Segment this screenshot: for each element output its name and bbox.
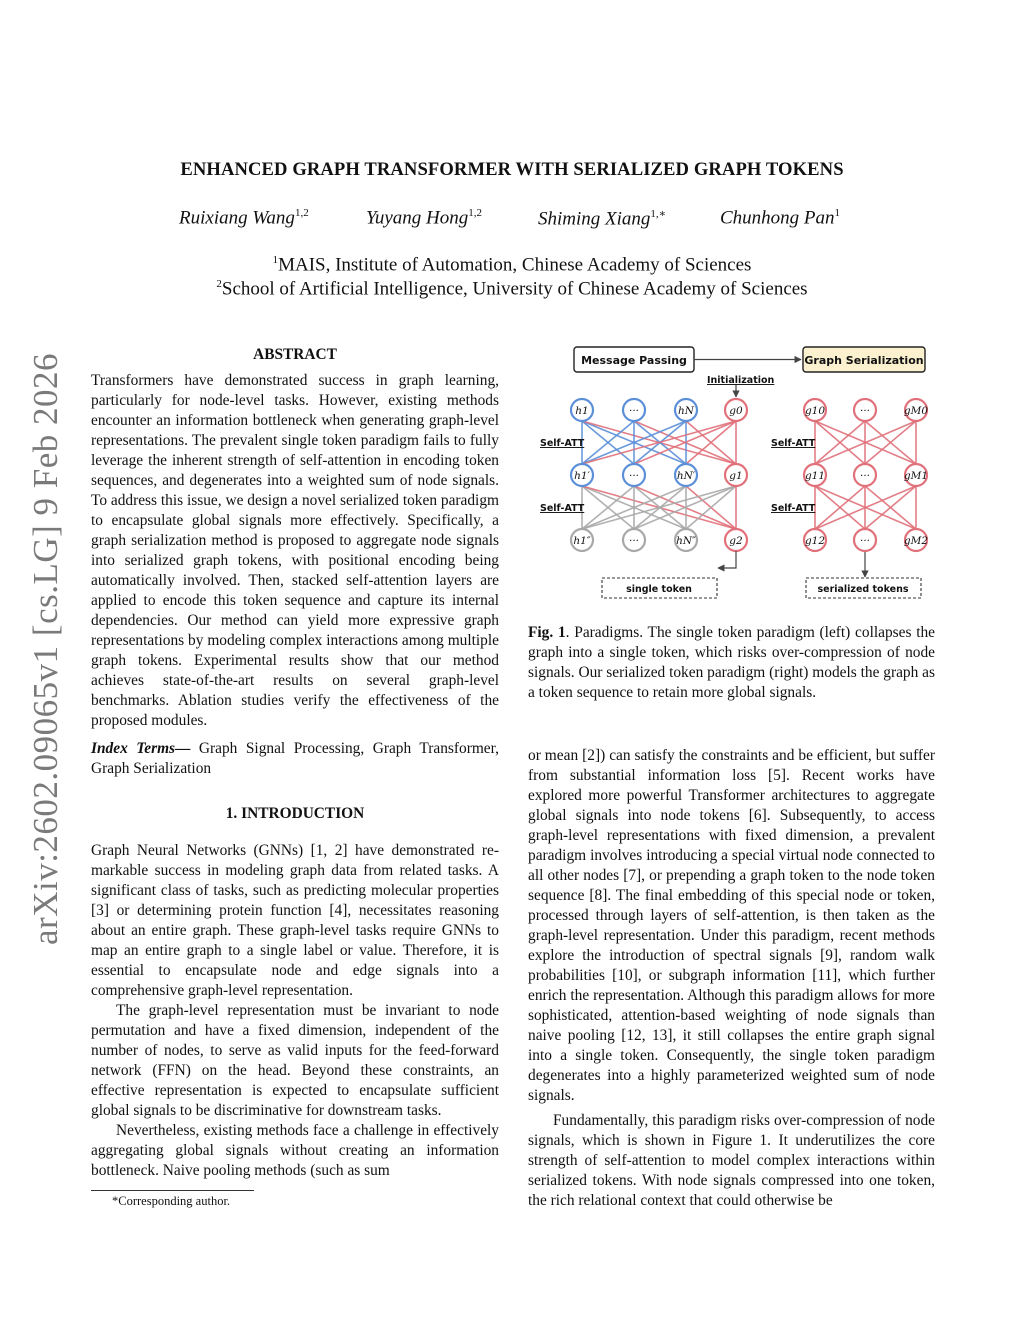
- initialization-label: Initialization: [707, 375, 775, 386]
- left-column: [91, 345, 499, 1181]
- author-1: Ruixiang Wang$^{1,2}$: [179, 207, 309, 229]
- left-node-row-0: [571, 399, 747, 421]
- figure-1-caption: Fig. 1. Paradigms. The single token paradigm (left) collapses the graph into a single token, which risks over-compression of node signals. Our serialized token paradigm (right) models the graph as a token sequence to retain more global signals.: [528, 624, 936, 701]
- figure-1-diagram: [534, 340, 944, 610]
- node-g2-label: g2: [729, 535, 743, 547]
- graph-serialization-label: Graph Serialization: [804, 354, 924, 367]
- intro-paragraph-4: or mean [2]) can satisfy the constraints and be efficient, but suffer from substantial information loss [5]. Recent works have explored more powerful Transformer architectures to aggregate global signals into node tokens [6]. Subsequently, to access graph-level representations with fixed dimension, a prevalent paradigm involves introducing a special virtual node connected to all other nodes [7], or prepending a graph token to the node token sequence [8]. The final embedding of this special node or token, processed through layers of self-attention, is then taken as the graph-level representation. Under this paradigm, recent methods explore the introduction of spectral signals [9], random walk probabilities [10], or subgraph information [11], which further enrich the representation. Although this paradigm allows for more sophisticated, attention-based weighting of node signals than naive pooling [12, 13], it still collapses the entire graph signal into a single token. Consequently, the single token paradigm degenerates into a highly parameterized weighted sum of node signals.: [528, 747, 935, 1104]
- node-hN-prime-label: hN′: [676, 470, 696, 482]
- node-hN-label: hN: [678, 405, 694, 417]
- node-ellipsis-label: ···: [859, 470, 871, 482]
- single-token-connector: [718, 551, 736, 568]
- intro-paragraph-3: Nevertheless, existing methods face a challenge in effectively aggregating global signals without creating an information bottleneck. Naive pooling methods (such as sum: [91, 1122, 499, 1179]
- node-h1-prime-label: h1′: [574, 470, 590, 482]
- affiliation-1: $^1$MAIS, Institute of Automation, Chinese Academy of Sciences: [272, 254, 752, 276]
- arxiv-identifier: arXiv:2602.09065v1 [cs.LG] 9 Feb 2026: [26, 352, 65, 945]
- serialized-tokens-label: serialized tokens: [817, 584, 909, 595]
- index-terms: Index Terms— Graph Signal Processing, Graph Transformer, Graph Serialization: [91, 740, 499, 777]
- node-ellipsis-label: ···: [628, 470, 640, 482]
- node-g10-label: g10: [804, 405, 826, 417]
- node-ellipsis-label: ···: [628, 405, 640, 417]
- message-passing-label: Message Passing: [581, 354, 687, 367]
- intro-paragraph-1: Graph Neural Networks (GNNs) [1, 2] have demonstrated remarkable success in modeling graph data from related tasks. A significant class of tasks, such as predicting molecular properties [3] or determining protein function [4], necessitates reasoning about an entire graph. These graph-level tasks require GNNs to map an entire graph to a single label or value. Therefore, it is essential to encapsulate node and edge signals into a comprehensive graph-level representation.: [91, 842, 499, 999]
- node-ellipsis-label: ···: [628, 535, 640, 547]
- paper-title: ENHANCED GRAPH TRANSFORMER WITH SERIALIZED GRAPH TOKENS: [180, 159, 844, 180]
- author-3: Shiming Xiang$^{1,∗}$: [538, 208, 667, 230]
- self-att-label-left-2: Self-ATT: [540, 503, 585, 514]
- node-gM1-label: gM1: [903, 470, 929, 482]
- node-g11-label: g11: [804, 470, 826, 482]
- node-ellipsis-label: ···: [859, 535, 871, 547]
- single-token-label: single token: [626, 584, 692, 595]
- intro-paragraph-5: Fundamentally, this paradigm risks over-compression of node signals, which is shown in Figure 1. It underutilizes the core strength of self-attention to model complex interactions within serialized tokens. With node signals compressed into one token, the rich relational context that could otherwise be: [528, 1112, 935, 1209]
- left-node-row-1: [571, 464, 747, 486]
- abstract-text: Transformers have demonstrated success in graph learning, particularly for node-level tasks. However, existing methods encounter an information bottleneck when generating graph-level representations. The prevalent single token paradigm fails to fully leverage the inherent strength of self-attention in encoding token sequences, and degenerates into a weighted sum of node signals. To address this issue, we design a novel serialized token paradigm to encapsulate global signals more effectively. Specifically, a graph serialization method is proposed to aggregate node signals into serialized graph tokens, with positional encoding being automatically involved. Then, stacked self-attention layers are applied to encode this token sequence and capture its internal dependencies. Our method can yield more expressive graph representations by modeling complex interactions among multiple graph tokens. Experimental results show that our method achieves state-of-the-art results on several graph-level benchmarks. Ablation studies verify the effectiveness of the proposed modules.: [91, 372, 499, 729]
- node-gM2-label: gM2: [903, 535, 929, 547]
- self-att-label-right-1: Self-ATT: [771, 438, 816, 449]
- footnote: *Corresponding author.: [112, 1194, 231, 1208]
- node-g12-label: g12: [804, 535, 826, 547]
- right-column: [528, 746, 935, 1211]
- node-g0-label: g0: [729, 405, 743, 417]
- right-node-row-2: [804, 529, 928, 551]
- author-2: Yuyang Hong$^{1,2}$: [366, 207, 482, 229]
- footnote-divider: [91, 1190, 254, 1191]
- self-att-label-left-1: Self-ATT: [540, 438, 585, 449]
- node-h1-label: h1: [575, 405, 589, 417]
- abstract-heading: ABSTRACT: [253, 346, 337, 363]
- affiliation-2: $^2$School of Artificial Intelligence, University of Chinese Academy of Sciences: [216, 278, 808, 300]
- left-node-row-2: [571, 529, 747, 551]
- self-att-label-right-2: Self-ATT: [771, 503, 816, 514]
- node-h1-dprime-label: h1″: [573, 535, 591, 547]
- right-node-row-1: [804, 464, 928, 486]
- introduction-heading: 1. INTRODUCTION: [225, 805, 365, 822]
- author-4: Chunhong Pan$^1$: [720, 207, 841, 229]
- right-node-row-0: [804, 399, 928, 421]
- node-hN-dprime-label: hN″: [676, 535, 696, 547]
- node-ellipsis-label: ···: [859, 405, 871, 417]
- node-gM0-label: gM0: [903, 405, 929, 417]
- node-g1-label: g1: [729, 470, 743, 482]
- intro-paragraph-2: The graph-level representation must be invariant to node permutation and have a fixed dimension, independent of the number of nodes, to serve as valid inputs for the feed-forward network (FFN) on the head. Beyond these constraints, an effective representation is expected to encapsulate sufficient global signals to be discriminative for downstream tasks.: [91, 1002, 499, 1119]
